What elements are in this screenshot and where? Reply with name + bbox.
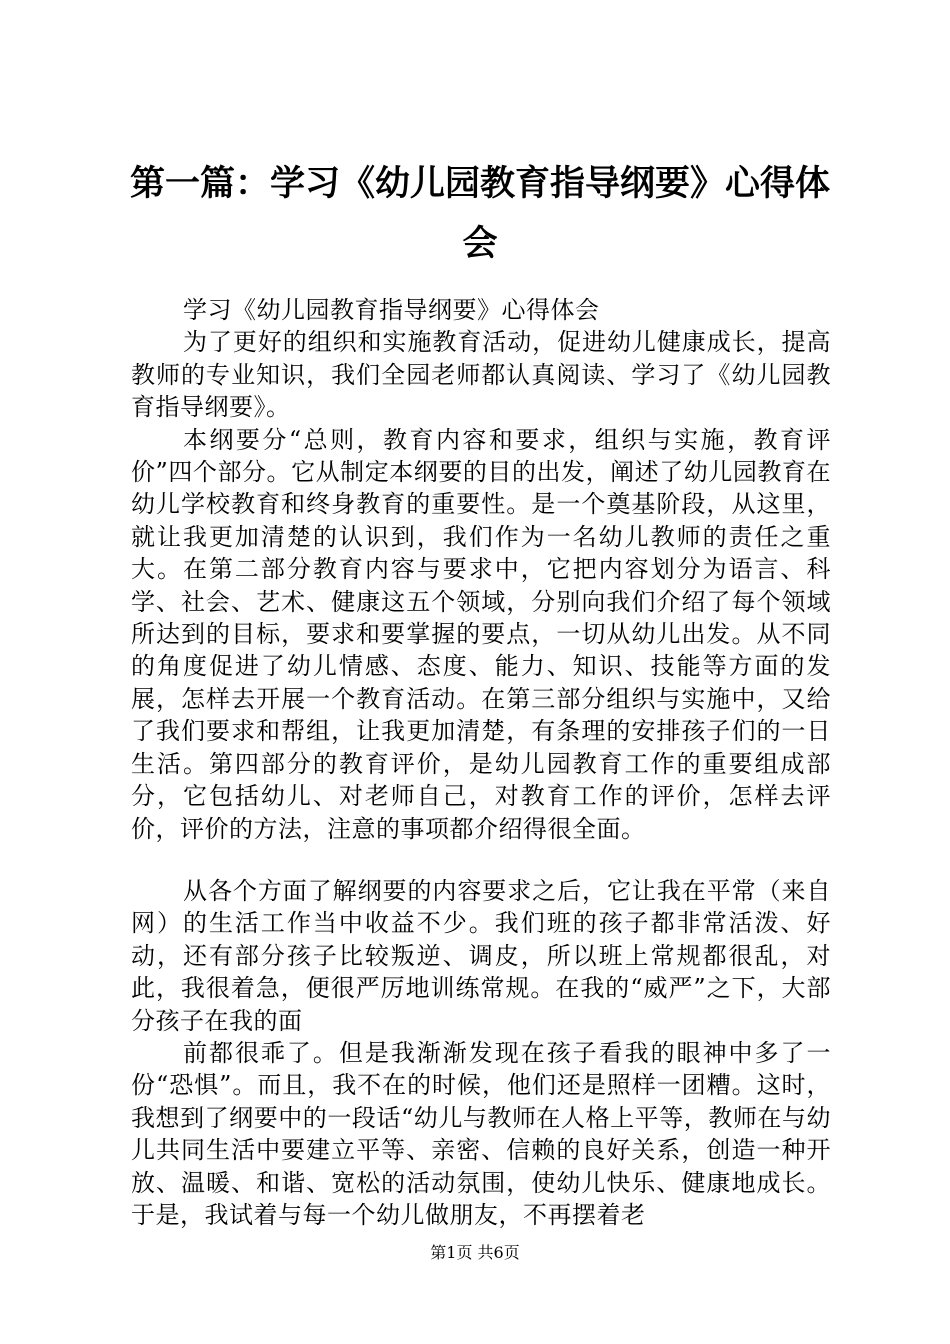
experience-paragraph: 从各个方面了解纲要的内容要求之后，它让我在平常（来自网）的生活工作当中收益不少。我们班的孩子都非常活泼、好动，还有部分孩子比较叛逆、调皮，所以班上常规都很乱，对此，我很着急，便很严厉地训练常规。在我的“威严”之下，大部分孩子在我的面: [131, 876, 831, 1035]
document-title: 第一篇：学习《幼儿园教育指导纲要》心得体会: [129, 164, 830, 264]
document-body: [131, 294, 831, 1231]
intro-paragraph: 为了更好的组织和实施教育活动，促进幼儿健康成长，提高教师的专业知识，我们全园老师都认真阅读、学习了《幼儿园教育指导纲要》。: [131, 328, 831, 422]
page-number-footer: 第1页 共6页: [430, 1243, 520, 1262]
subtitle-paragraph: 学习《幼儿园教育指导纲要》心得体会: [183, 296, 600, 324]
reflection-paragraph: 前都很乖了。但是我渐渐发现在孩子看我的眼神中多了一份“恐惧”。而且，我不在的时候，他们还是照样一团糟。这时，我想到了纲要中的一段话“幼儿与教师在人格上平等，教师在与幼儿共同生活中要建立平等、亲密、信赖的良好关系，创造一种开放、温暖、和谐、宽松的活动氛围，使幼儿快乐、健康地成长。于是，我试着与每一个幼儿做朋友，不再摆着老: [131, 1038, 831, 1229]
outline-paragraph: 本纲要分“总则，教育内容和要求，组织与实施，教育评价”四个部分。它从制定本纲要的目的出发，阐述了幼儿园教育在幼儿学校教育和终身教育的重要性。是一个奠基阶段，从这里，就让我更加清楚的认识到，我们作为一名幼儿教师的责任之重大。在第二部分教育内容与要求中，它把内容划分为语言、科学、社会、艺术、健康这五个领域，分别向我们介绍了每个领域所达到的目标，要求和要掌握的要点，一切从幼儿出发。从不同的角度促进了幼儿情感、态度、能力、知识、技能等方面的发展，怎样去开展一个教育活动。在第三部分组织与实施中，又给了我们要求和帮组，让我更加清楚，有条理的安排孩子们的一日生活。第四部分的教育评价，是幼儿园教育工作的重要组成部分，它包括幼儿、对老师自己，对教育工作的评价，怎样去评价，评价的方法，注意的事项都介绍得很全面。: [131, 425, 831, 843]
